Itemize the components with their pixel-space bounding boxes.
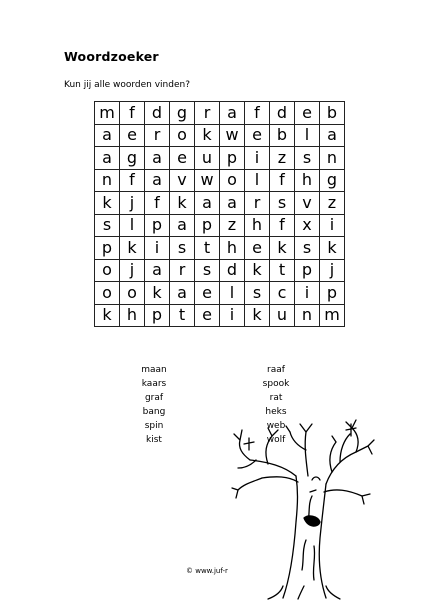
word-list-item: maan (141, 365, 167, 375)
grid-cell: v (295, 192, 320, 215)
grid-cell: l (220, 282, 245, 305)
grid-cell: a (170, 282, 195, 305)
grid-cell: w (195, 170, 220, 193)
grid-cell: e (245, 125, 270, 148)
grid-cell: k (245, 305, 270, 328)
grid-cell: n (295, 305, 320, 328)
grid-cell: t (170, 305, 195, 328)
grid-cell: v (170, 170, 195, 193)
grid-cell: a (95, 125, 120, 148)
word-list-left (128, 363, 180, 447)
word-list-item: kaars (141, 379, 167, 389)
grid-cell: p (195, 215, 220, 238)
grid-cell: g (120, 147, 145, 170)
grid-cell: f (120, 102, 145, 125)
grid-cell: s (195, 260, 220, 283)
grid-cell: m (320, 305, 345, 328)
grid-cell: f (245, 102, 270, 125)
grid-cell: a (320, 125, 345, 148)
grid-cell: d (220, 260, 245, 283)
grid-cell: e (120, 125, 145, 148)
grid-cell: z (220, 215, 245, 238)
word-list-item: spook (262, 379, 290, 389)
grid-cell: z (270, 147, 295, 170)
grid-cell: k (145, 282, 170, 305)
grid-cell: x (295, 215, 320, 238)
grid-cell: r (145, 125, 170, 148)
grid-cell: p (220, 147, 245, 170)
grid-cell: a (145, 147, 170, 170)
grid-cell: b (270, 125, 295, 148)
grid-cell: e (295, 102, 320, 125)
grid-cell: j (320, 260, 345, 283)
word-list-item: raaf (267, 365, 285, 375)
grid-cell: f (120, 170, 145, 193)
grid-cell: n (95, 170, 120, 193)
grid-cell: k (170, 192, 195, 215)
grid-cell: l (120, 215, 145, 238)
grid-cell: r (195, 102, 220, 125)
word-search-grid (94, 101, 345, 327)
grid-cell: j (120, 260, 145, 283)
grid-cell: p (320, 282, 345, 305)
grid-cell: s (245, 282, 270, 305)
grid-cell: l (245, 170, 270, 193)
grid-cell: a (170, 215, 195, 238)
grid-cell: o (95, 282, 120, 305)
grid-cell: g (170, 102, 195, 125)
grid-cell: s (295, 147, 320, 170)
grid-cell: i (145, 237, 170, 260)
grid-cell: e (195, 305, 220, 328)
grid-cell: k (195, 125, 220, 148)
grid-cell: p (145, 305, 170, 328)
copyright-notice: © www.juf-r (186, 567, 228, 575)
grid-cell: r (170, 260, 195, 283)
grid-cell: a (220, 102, 245, 125)
word-list-item: heks (265, 407, 287, 417)
grid-cell: c (270, 282, 295, 305)
grid-cell: f (270, 170, 295, 193)
grid-cell: h (220, 237, 245, 260)
grid-cell: r (245, 192, 270, 215)
word-list-item: kist (146, 435, 162, 445)
grid-cell: s (270, 192, 295, 215)
instructions: Kun jij alle woorden vinden? (64, 80, 190, 90)
grid-cell: t (195, 237, 220, 260)
grid-cell: e (195, 282, 220, 305)
grid-cell: u (270, 305, 295, 328)
grid-cell: z (320, 192, 345, 215)
word-list-item: web (266, 421, 286, 431)
grid-cell: s (170, 237, 195, 260)
grid-cell: s (95, 215, 120, 238)
grid-cell: i (320, 215, 345, 238)
grid-cell: l (295, 125, 320, 148)
grid-cell: k (120, 237, 145, 260)
grid-cell: f (145, 192, 170, 215)
grid-cell: k (95, 305, 120, 328)
grid-cell: f (270, 215, 295, 238)
grid-cell: d (270, 102, 295, 125)
grid-cell: i (220, 305, 245, 328)
grid-cell: b (320, 102, 345, 125)
grid-cell: h (245, 215, 270, 238)
grid-cell: u (195, 147, 220, 170)
grid-cell: p (295, 260, 320, 283)
grid-cell: a (220, 192, 245, 215)
word-list-item: bang (142, 407, 166, 417)
grid-cell: m (95, 102, 120, 125)
grid-cell: s (295, 237, 320, 260)
grid-cell: a (145, 170, 170, 193)
grid-cell: n (320, 147, 345, 170)
grid-cell: a (195, 192, 220, 215)
grid-cell: k (95, 192, 120, 215)
grid-cell: d (145, 102, 170, 125)
grid-cell: o (120, 282, 145, 305)
grid-cell: t (270, 260, 295, 283)
grid-cell: h (295, 170, 320, 193)
grid-cell: h (120, 305, 145, 328)
grid-cell: i (295, 282, 320, 305)
page-title: Woordzoeker (64, 49, 159, 64)
grid-cell: p (145, 215, 170, 238)
grid-cell: p (95, 237, 120, 260)
grid-cell: j (120, 192, 145, 215)
word-list-item: graf (144, 393, 164, 403)
grid-cell: w (220, 125, 245, 148)
grid-cell: o (220, 170, 245, 193)
spooky-tree-illustration (228, 410, 378, 600)
grid-cell: k (320, 237, 345, 260)
grid-cell: a (95, 147, 120, 170)
word-list-item: rat (269, 393, 283, 403)
grid-cell: a (145, 260, 170, 283)
grid-cell: e (245, 237, 270, 260)
grid-cell: o (170, 125, 195, 148)
grid-cell: o (95, 260, 120, 283)
grid-cell: k (270, 237, 295, 260)
grid-cell: g (320, 170, 345, 193)
grid-cell: k (245, 260, 270, 283)
grid-cell: i (245, 147, 270, 170)
word-list-item: wolf (266, 435, 286, 445)
word-list-item: spin (144, 421, 164, 431)
grid-cell: e (170, 147, 195, 170)
